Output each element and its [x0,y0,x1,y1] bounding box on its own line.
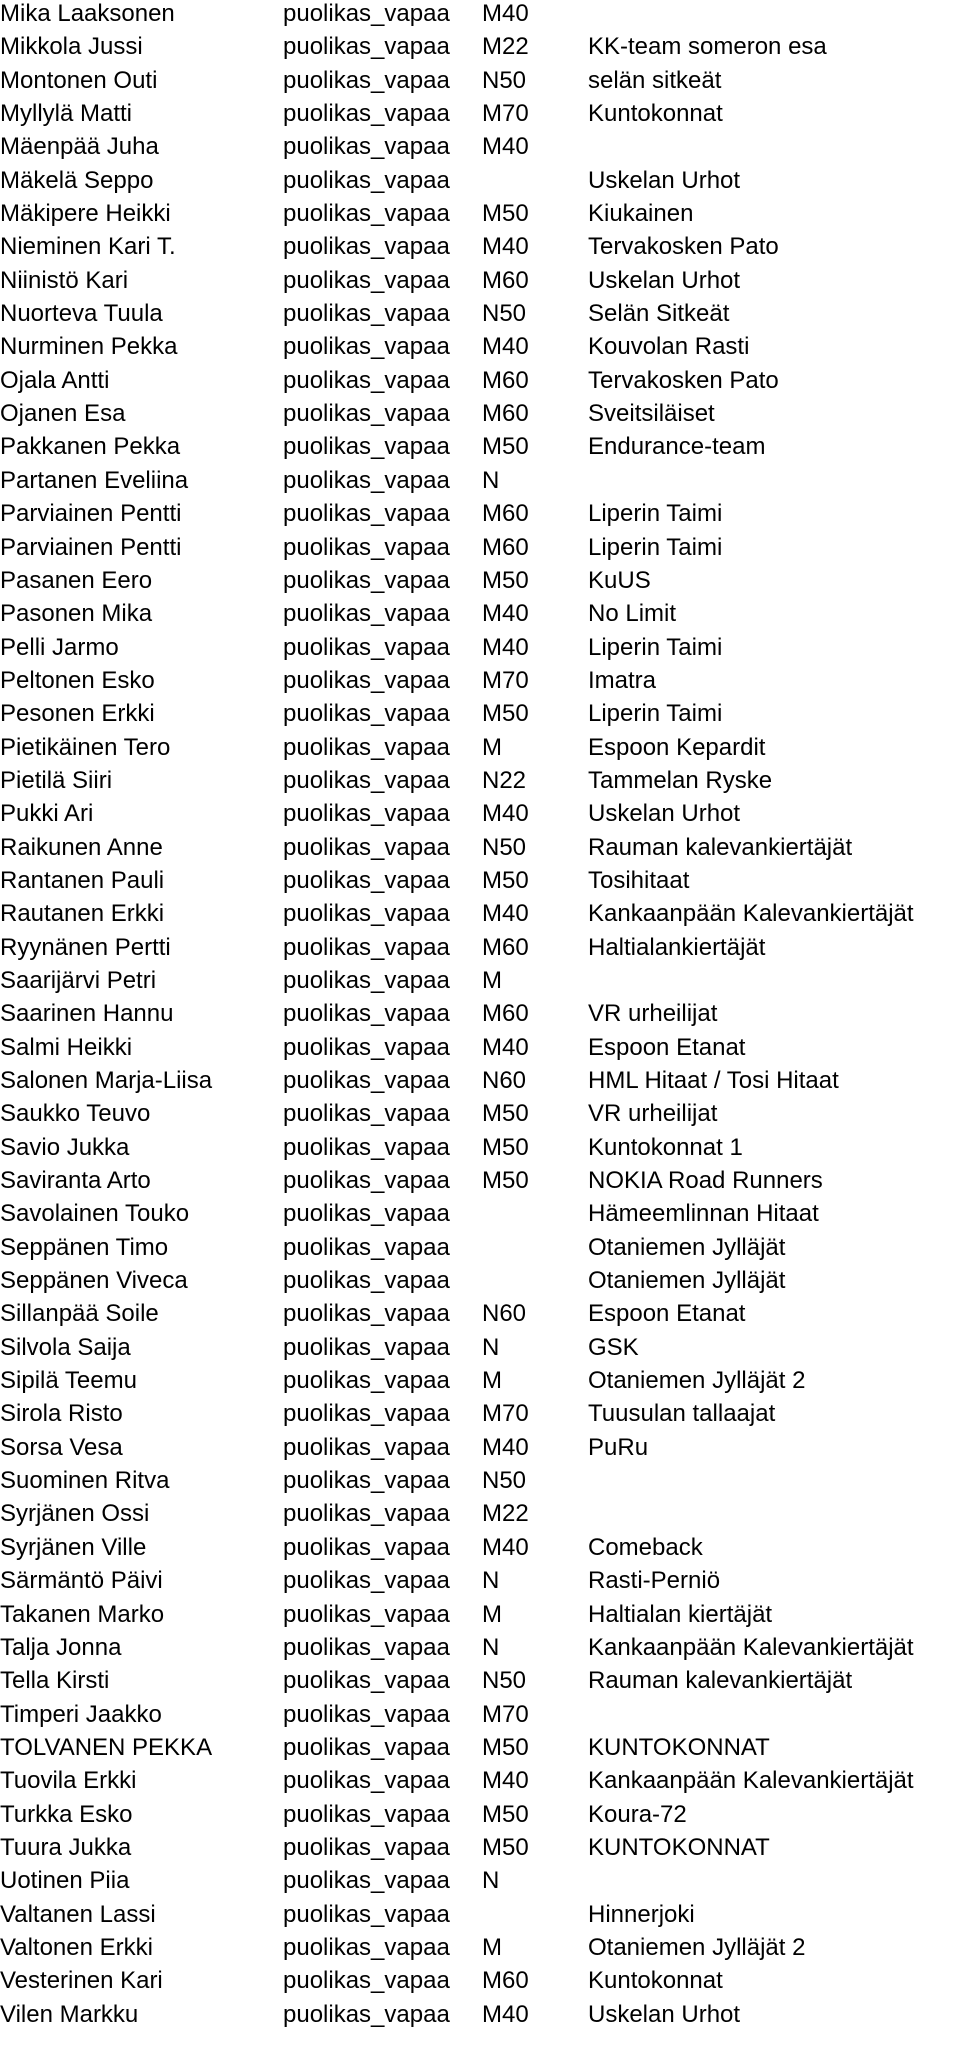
participant-name: Pelli Jarmo [0,633,119,661]
participant-series: puolikas_vapaa [283,1967,450,1995]
participant-class: M40 [482,333,529,361]
participant-name: Salonen Marja-Liisa [0,1067,213,1094]
participant-name: Silvola Saija [0,1333,131,1361]
participant-class: M50 [482,1133,529,1161]
table-row [0,400,960,433]
table-row [0,1901,960,1934]
table-row [0,1767,960,1800]
participant-class: M50 [482,1733,529,1761]
table-row [0,167,960,200]
participant-series: puolikas_vapaa [283,233,450,261]
participant-class: M60 [482,366,529,394]
participant-name: Valtonen Erkki [0,1933,153,1961]
participant-name: Partanen Eveliina [0,466,189,494]
participant-club: Tervakosken Pato [588,366,779,394]
table-row [0,1300,960,1333]
participant-club: Rasti-Perniö [588,1567,721,1595]
participant-club: Otaniemen Jylläjät 2 [588,1933,806,1961]
participant-club: Endurance-team [588,433,766,461]
participant-series: puolikas_vapaa [283,1500,450,1528]
participant-class: M [482,966,502,994]
participant-series: puolikas_vapaa [283,866,450,894]
participant-class: M70 [482,100,529,128]
participant-class: M50 [482,1833,529,1861]
participant-class: M50 [482,700,529,728]
table-row [0,1667,960,1700]
participant-club: Kiukainen [588,200,694,228]
participant-series: puolikas_vapaa [283,66,450,94]
table-row [0,1534,960,1567]
participant-name: Mäenpää Juha [0,133,159,161]
table-row [0,1000,960,1033]
participant-series: puolikas_vapaa [283,566,450,594]
participant-club: Kuntokonnat 1 [588,1133,743,1161]
participant-class: M [482,1933,502,1961]
participant-series: puolikas_vapaa [283,366,450,394]
table-row [0,1601,960,1634]
participant-name: Niinistö Kari [0,266,129,294]
table-row [0,433,960,466]
participant-club: KK-team someron esa [588,33,827,61]
table-row [0,1100,960,1133]
participant-class: M60 [482,266,529,294]
participant-class: M50 [482,566,529,594]
table-row [0,1134,960,1167]
table-row [0,934,960,967]
participant-club: Uskelan Urhot [588,800,741,828]
participant-name: Timperi Jaakko [0,1700,162,1728]
participant-name: Mäkelä Seppo [0,166,154,194]
participant-club: No Limit [588,600,677,628]
table-row [0,2001,960,2034]
participant-club: Kankaanpään Kalevankiertäjät [588,900,914,928]
participant-class: M40 [482,133,529,161]
table-row [0,1067,960,1100]
participant-club: Hinnerjoki [588,1900,695,1928]
participant-class: N [482,1867,500,1895]
table-row [0,967,960,1000]
participant-class: M60 [482,400,529,428]
participant-club: Tuusulan tallaajat [588,1400,776,1428]
table-row [0,1801,960,1834]
participant-class: M40 [482,1033,529,1061]
participant-series: puolikas_vapaa [283,1600,450,1628]
table-row [0,367,960,400]
participant-name: Mikkola Jussi [0,33,143,61]
participant-class: M50 [482,1100,529,1128]
participant-name: Vilen Markku [0,2000,139,2028]
participant-series: puolikas_vapaa [283,700,450,728]
table-row [0,1567,960,1600]
participant-series: puolikas_vapaa [283,1067,450,1094]
table-row [0,800,960,833]
participant-club: Espoon Etanat [588,1033,746,1061]
participant-series: puolikas_vapaa [283,733,450,761]
table-row [0,900,960,933]
participant-name: Suominen Ritva [0,1467,170,1495]
participant-name: Parviainen Pentti [0,533,182,561]
participant-series: puolikas_vapaa [283,1267,450,1295]
participant-name: Savio Jukka [0,1133,130,1161]
participant-name: Tuura Jukka [0,1833,132,1861]
participant-class: M60 [482,500,529,528]
participant-club: selän sitkeät [588,66,722,94]
participant-name: Sorsa Vesa [0,1433,123,1461]
participant-class: N50 [482,1667,527,1695]
participant-class: M40 [482,2000,529,2028]
participant-class: N60 [482,1067,527,1094]
participant-series: puolikas_vapaa [283,1233,450,1261]
participant-club: Otaniemen Jylläjät [588,1233,786,1261]
participant-series: puolikas_vapaa [283,1700,450,1728]
participant-club: Liperin Taimi [588,633,723,661]
participant-name: Nieminen Kari T. [0,233,176,261]
table-row [0,767,960,800]
participant-club: HML Hitaat / Tosi Hitaat [588,1067,839,1094]
participant-club: Tammelan Ryske [588,766,773,794]
participant-club: Otaniemen Jylläjät 2 [588,1367,806,1395]
table-row [0,734,960,767]
participant-name: Mika Laaksonen [0,0,175,27]
participant-class: M22 [482,1500,529,1528]
participant-class: M40 [482,900,529,928]
participant-name: Sipilä Teemu [0,1367,137,1395]
participant-name: Valtanen Lassi [0,1900,156,1928]
table-row [0,1434,960,1467]
participant-series: puolikas_vapaa [283,1467,450,1495]
table-row [0,1334,960,1367]
participant-club: GSK [588,1333,639,1361]
table-row [0,1867,960,1900]
participant-class: M [482,733,502,761]
participant-club: Koura-72 [588,1800,687,1828]
participant-name: Särmäntö Päivi [0,1567,163,1595]
participant-class: M40 [482,633,529,661]
table-row [0,1967,960,2000]
participant-name: Pietikäinen Tero [0,733,171,761]
participant-series: puolikas_vapaa [283,600,450,628]
participant-series: puolikas_vapaa [283,666,450,694]
participant-series: puolikas_vapaa [283,800,450,828]
participant-club: Kankaanpään Kalevankiertäjät [588,1767,914,1795]
participant-series: puolikas_vapaa [283,1767,450,1795]
table-row [0,233,960,266]
participant-name: Uotinen Piia [0,1867,130,1895]
participant-club: Espoon Etanat [588,1300,746,1328]
participant-series: puolikas_vapaa [283,766,450,794]
participant-name: Pesonen Erkki [0,700,155,728]
participant-series: puolikas_vapaa [283,900,450,928]
participant-class: M60 [482,533,529,561]
table-row [0,1634,960,1667]
participant-series: puolikas_vapaa [283,1667,450,1695]
participant-series: puolikas_vapaa [283,1133,450,1161]
participant-class: N50 [482,1467,527,1495]
participant-name: Talja Jonna [0,1633,122,1661]
participant-series: puolikas_vapaa [283,400,450,428]
participant-series: puolikas_vapaa [283,1633,450,1661]
table-row [0,1834,960,1867]
participant-series: puolikas_vapaa [283,1333,450,1361]
participant-class: N50 [482,833,527,861]
participant-name: Peltonen Esko [0,666,155,694]
table-row [0,834,960,867]
participant-series: puolikas_vapaa [283,1100,450,1128]
participant-name: Ojala Antti [0,366,110,394]
participant-club: VR urheilijat [588,1100,718,1128]
participant-name: Nuorteva Tuula [0,300,163,328]
participant-series: puolikas_vapaa [283,1000,450,1028]
participant-name: Myllylä Matti [0,100,133,128]
participant-name: Sirola Risto [0,1400,123,1428]
participant-series: puolikas_vapaa [283,2000,450,2028]
table-row [0,333,960,366]
participant-class: M40 [482,0,529,27]
participant-series: puolikas_vapaa [283,1200,450,1228]
participant-series: puolikas_vapaa [283,1800,450,1828]
participant-name: Saarinen Hannu [0,1000,174,1028]
participant-class: M70 [482,666,529,694]
participant-name: Pietilä Siiri [0,766,113,794]
participant-club: NOKIA Road Runners [588,1167,823,1195]
participant-name: Saukko Teuvo [0,1100,151,1128]
table-row [0,567,960,600]
participant-name: Savolainen Touko [0,1200,190,1228]
participant-series: puolikas_vapaa [283,300,450,328]
participant-class: M22 [482,33,529,61]
participant-class: M [482,1367,502,1395]
table-row [0,700,960,733]
table-row [0,1934,960,1967]
table-row [0,1034,960,1067]
participant-club: Kuntokonnat [588,100,723,128]
participant-series: puolikas_vapaa [283,1400,450,1428]
participant-club: Haltialan kiertäjät [588,1600,773,1628]
participant-club: Liperin Taimi [588,700,723,728]
participant-series: puolikas_vapaa [283,933,450,961]
participant-class: N22 [482,766,527,794]
participant-series: puolikas_vapaa [283,833,450,861]
participant-club: Hämeemlinnan Hitaat [588,1200,819,1228]
participant-series: puolikas_vapaa [283,200,450,228]
participant-club: Uskelan Urhot [588,2000,741,2028]
participant-class: M40 [482,600,529,628]
participant-club: Comeback [588,1533,703,1561]
participant-series: puolikas_vapaa [283,33,450,61]
participant-series: puolikas_vapaa [283,1033,450,1061]
participant-class: M40 [482,233,529,261]
participant-club: PuRu [588,1433,649,1461]
participant-series: puolikas_vapaa [283,433,450,461]
table-row [0,867,960,900]
participant-series: puolikas_vapaa [283,166,450,194]
participant-series: puolikas_vapaa [283,266,450,294]
participant-class: N [482,1333,500,1361]
table-row [0,1400,960,1433]
participant-club: Espoon Kepardit [588,733,766,761]
participant-club: Kuntokonnat [588,1967,723,1995]
participant-name: Rantanen Pauli [0,866,165,894]
participant-series: puolikas_vapaa [283,966,450,994]
table-row [0,1367,960,1400]
table-row [0,534,960,567]
participant-class: N [482,466,500,494]
table-row [0,200,960,233]
participant-name: Parviainen Pentti [0,500,182,528]
participant-club: Selän Sitkeät [588,300,730,328]
participant-club: Rauman kalevankiertäjät [588,1667,853,1695]
participant-club: Tosihitaat [588,866,690,894]
participant-club: Liperin Taimi [588,500,723,528]
table-row [0,1734,960,1767]
participant-club: KUNTOKONNAT [588,1733,770,1761]
participant-name: Seppänen Timo [0,1233,169,1261]
participant-series: puolikas_vapaa [283,1567,450,1595]
participant-name: Syrjänen Ossi [0,1500,150,1528]
participant-series: puolikas_vapaa [283,1433,450,1461]
participant-club: Liperin Taimi [588,533,723,561]
participant-name: Pasonen Mika [0,600,153,628]
participant-club: KuUS [588,566,651,594]
participant-name: Pukki Ari [0,800,94,828]
participant-class: N [482,1567,500,1595]
participant-name: Takanen Marko [0,1600,165,1628]
participant-name: Saviranta Arto [0,1167,151,1195]
participant-series: puolikas_vapaa [283,1933,450,1961]
participant-series: puolikas_vapaa [283,466,450,494]
participant-class: M40 [482,800,529,828]
participant-class: M50 [482,1800,529,1828]
table-row [0,667,960,700]
participant-name: Tella Kirsti [0,1667,110,1695]
participant-name: Saarijärvi Petri [0,966,157,994]
participant-series: puolikas_vapaa [283,1833,450,1861]
participant-series: puolikas_vapaa [283,1867,450,1895]
table-row [0,634,960,667]
participant-series: puolikas_vapaa [283,1900,450,1928]
table-row [0,1500,960,1533]
participant-series: puolikas_vapaa [283,500,450,528]
table-row [0,1234,960,1267]
participant-series: puolikas_vapaa [283,633,450,661]
participant-class: M60 [482,1967,529,1995]
participant-club: Sveitsiläiset [588,400,715,428]
participant-series: puolikas_vapaa [283,1367,450,1395]
participant-club: KUNTOKONNAT [588,1833,770,1861]
participant-class: M60 [482,1000,529,1028]
participant-name: Syrjänen Ville [0,1533,147,1561]
participant-class: M40 [482,1533,529,1561]
participant-series: puolikas_vapaa [283,133,450,161]
participant-class: M70 [482,1700,529,1728]
participant-name: Raikunen Anne [0,833,163,861]
participant-name: Ryynänen Pertti [0,933,171,961]
participant-name: Salmi Heikki [0,1033,133,1061]
participant-series: puolikas_vapaa [283,1533,450,1561]
table-row [0,0,960,33]
participant-club: Uskelan Urhot [588,166,741,194]
participant-club: Tervakosken Pato [588,233,779,261]
participant-club: VR urheilijat [588,1000,718,1028]
participant-club: Otaniemen Jylläjät [588,1267,786,1295]
participant-class: M40 [482,1767,529,1795]
participant-class: N50 [482,66,527,94]
participant-class: N50 [482,300,527,328]
participant-series: puolikas_vapaa [283,533,450,561]
table-row [0,100,960,133]
participant-class: M [482,1600,502,1628]
table-row [0,33,960,66]
table-row [0,267,960,300]
participant-club: Kankaanpään Kalevankiertäjät [588,1633,914,1661]
participant-name: Seppänen Viveca [0,1267,188,1295]
participant-club: Kouvolan Rasti [588,333,750,361]
participant-series: puolikas_vapaa [283,1167,450,1195]
participant-class: M40 [482,1433,529,1461]
participant-class: M50 [482,200,529,228]
table-row [0,600,960,633]
participant-name: Rautanen Erkki [0,900,165,928]
participant-name: Mäkipere Heikki [0,200,171,228]
participant-club: Imatra [588,666,657,694]
participant-name: Sillanpää Soile [0,1300,159,1328]
participant-class: M50 [482,866,529,894]
participant-series: puolikas_vapaa [283,0,450,27]
participant-name: Vesterinen Kari [0,1967,163,1995]
participant-series: puolikas_vapaa [283,1300,450,1328]
participant-club: Haltialankiertäjät [588,933,766,961]
participant-name: Tuovila Erkki [0,1767,137,1795]
participant-class: M50 [482,433,529,461]
participant-name: Turkka Esko [0,1800,133,1828]
participant-class: M70 [482,1400,529,1428]
participant-class: N60 [482,1300,527,1328]
participant-series: puolikas_vapaa [283,333,450,361]
participant-series: puolikas_vapaa [283,100,450,128]
participant-series: puolikas_vapaa [283,1733,450,1761]
participant-name: Pakkanen Pekka [0,433,181,461]
table-row [0,500,960,533]
table-row [0,1200,960,1233]
table-row [0,67,960,100]
participant-name: Ojanen Esa [0,400,126,428]
participant-class: N [482,1633,500,1661]
participant-club: Uskelan Urhot [588,266,741,294]
table-row [0,300,960,333]
table-row [0,467,960,500]
table-row [0,1467,960,1500]
participant-club: Rauman kalevankiertäjät [588,833,853,861]
table-row [0,133,960,166]
participant-class: M50 [482,1167,529,1195]
table-row [0,1267,960,1300]
participant-name: Nurminen Pekka [0,333,178,361]
participant-name: Pasanen Eero [0,566,153,594]
participant-name: TOLVANEN PEKKA [0,1733,213,1761]
participant-name: Montonen Outi [0,66,158,94]
table-row [0,1701,960,1734]
table-row [0,1167,960,1200]
participant-class: M60 [482,933,529,961]
